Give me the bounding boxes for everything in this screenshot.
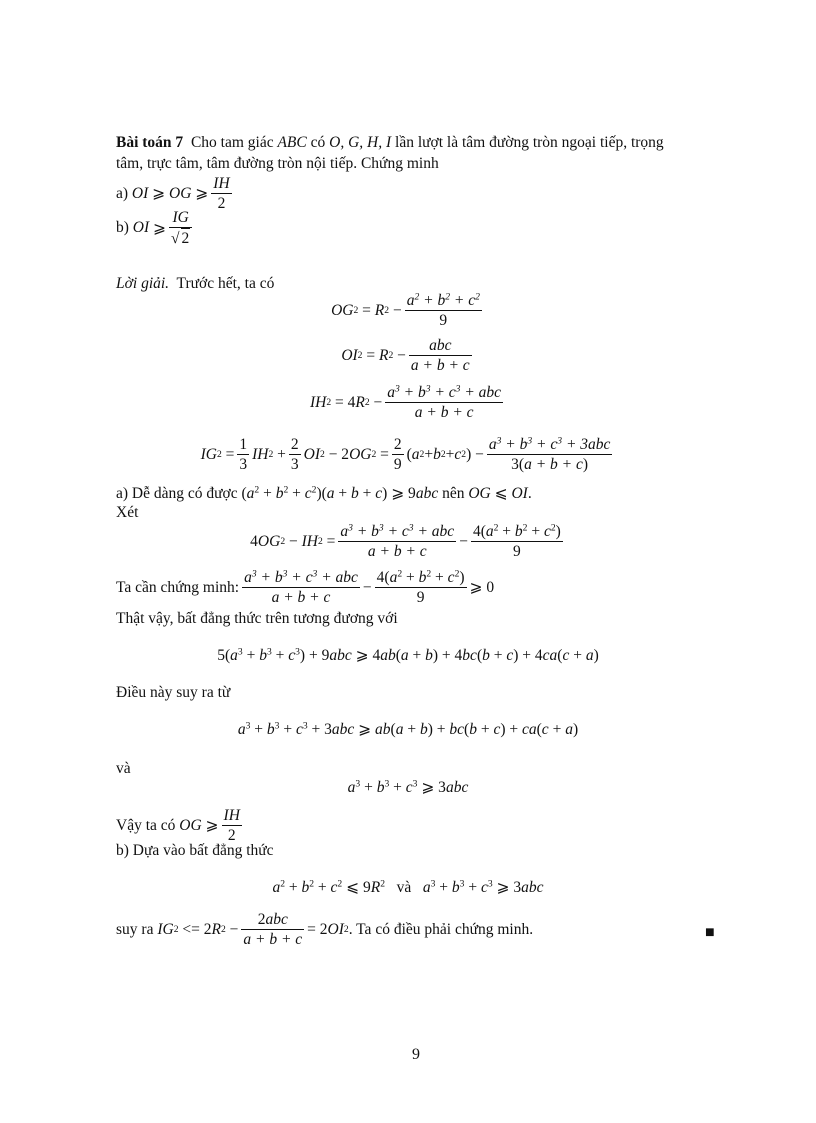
eq-ih2: IH 2 = 4 R 2 − $\frac{a^3 + b^3 + c^3 + abc}{a + b + c}$ bbox=[309, 383, 502, 422]
problem-line-1: Bài toán 7 Cho tam giác ABC có O, G, H, I lần lượt là tâm đường tròn ngoại tiếp, trọng bbox=[116, 134, 664, 151]
claim-a: a) OI ⩾ OG ⩾ $\frac{IH}{2}$ bbox=[116, 175, 230, 213]
eq-equivalent: $5(a^3 + b^3 + c^3) + 9abc$ ⩾ 4ab(a + b) + 4bc(b + c) + 4ca(c + a) bbox=[217, 646, 599, 664]
solution-label: Lời giải. bbox=[116, 275, 170, 292]
qed-square: ■ bbox=[705, 924, 715, 941]
problem-title: Bài toán 7 bbox=[116, 134, 184, 151]
eq-og2: OG 2 = R 2 − $\frac{a^2 + b^2 + c^2}{9}$ bbox=[331, 291, 480, 330]
deduce-line: suy ra IG 2 <= 2 R 2 − $\frac{\text{2abc}}{a + b + c}$ = 2 OI 2 . Ta có điều phải chứng minh. bbox=[116, 911, 534, 949]
problem-line-2: tâm, trực tâm, tâm đường tròn nội tiếp. Chứng minh bbox=[116, 155, 439, 172]
part-b-line: b) Dựa vào bất đẳng thức bbox=[116, 842, 274, 859]
follows-line: Điều này suy ra từ bbox=[116, 684, 231, 701]
eq-4og2: 4 OG 2 − IH 2 = $\frac{a^3 + b^3 + c^3 + abc}{a + b + c}$ − $\frac{4(a^2 + b^2 + c^2)}{9}$ bbox=[250, 522, 561, 561]
and-line: và bbox=[116, 760, 131, 777]
indeed-line: Thật vậy, bất đẳng thức trên tương đương với bbox=[116, 610, 398, 627]
eq-schur: $a^3 + b^3 + c^3 + 3abc$ ⩾ ab(a + b) + bc(b + c) + ca(c + a) bbox=[237, 720, 579, 738]
need-line: Ta cần chứng minh: $\frac{a^3 + b^3 + c^3 + abc}{a + b + c}$ − $\frac{4(a^2 + b^2 + c^2)}{9}$ ⩾ 0 bbox=[116, 568, 495, 607]
part-a-line: a) Dễ dàng có được $(a^2 + b^2 + c^2)(a + b + c)$ ⩾ 9abc nên OG ⩽ OI. bbox=[116, 484, 532, 502]
so-line: Vậy ta có OG ⩾ $\frac{IH}{2}$ bbox=[116, 807, 240, 845]
consider-label: Xét bbox=[116, 504, 139, 521]
solution-intro: Lời giải. Trước hết, ta có bbox=[116, 275, 275, 292]
claim-b: b) OI ⩾ $\frac{IG}{√ 2}$ bbox=[116, 208, 195, 249]
eq-amgm: $a^3 + b^3 + c^3$ ⩾ 3abc bbox=[347, 778, 469, 796]
eq-ig2: IG 2 = $\frac{1}{3}$ IH 2 + $\frac{2}{3}$ OI 2 − 2 OG 2 = $\frac{2}{9}$ ( a 2 + b 2 + c 2 ) − $\frac{a^3 + b^3 + c^3 + 3abc}{3(a + b + c)}$ bbox=[200, 435, 611, 474]
eq-oi2: OI 2 = R 2 − $\frac{\text{abc}}{a + b + c}$ bbox=[341, 337, 470, 375]
eq-b-inequalities: $a^2 + b^2 + c^2$ ⩽ $9R^2$ và $a^3 + b^3 + c^3$ ⩾ 3abc bbox=[272, 878, 544, 896]
page-number: 9 bbox=[412, 1046, 420, 1063]
